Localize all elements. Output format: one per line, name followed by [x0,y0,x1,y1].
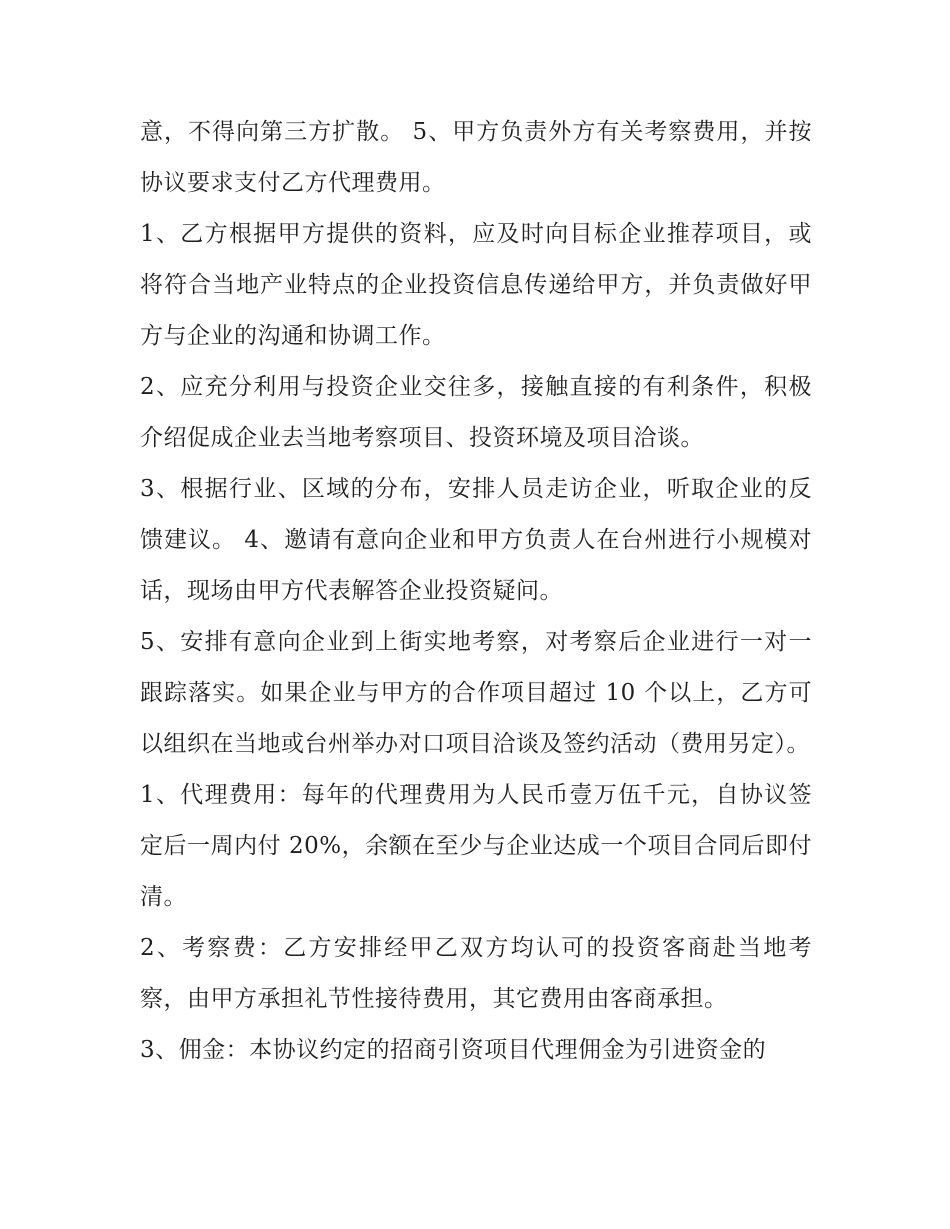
paragraph: 2、考察费：乙方安排经甲乙双方均认可的投资客商赴当地考察，由甲方承担礼节性接待费用，其它费用由客商承担。 [140,935,812,1012]
paragraph: 3、根据行业、区域的分布，安排人员走访企业，听取企业的反馈建议。 4、邀请有意向企业和甲方负责人在台州进行小规模对话，现场由甲方代表解答企业投资疑问。 [140,476,812,604]
paragraph: 1、代理费用：每年的代理费用为人民币壹万伍千元，自协议签定后一周内付 20%，余额在至少与企业达成一个项目合同后即付清。 [140,782,812,910]
document-body [140,107,812,1076]
paragraph: 5、安排有意向企业到上街实地考察，对考察后企业进行一对一跟踪落实。如果企业与甲方的合作项目超过 10 个以上，乙方可以组织在当地或台州举办对口项目洽谈及签约活动（费用另定）。 [140,629,812,757]
paragraph: 1、乙方根据甲方提供的资料，应及时向目标企业推荐项目，或将符合当地产业特点的企业投资信息传递给甲方，并负责做好甲方与企业的沟通和协调工作。 [140,221,812,349]
paragraph: 3、佣金：本协议约定的招商引资项目代理佣金为引进资金的 [140,1037,767,1063]
paragraph: 意，不得向第三方扩散。 5、甲方负责外方有关考察费用，并按协议要求支付乙方代理费用。 [140,119,812,196]
paragraph: 2、应充分利用与投资企业交往多，接触直接的有利条件，积极介绍促成企业去当地考察项目、投资环境及项目洽谈。 [140,374,812,451]
